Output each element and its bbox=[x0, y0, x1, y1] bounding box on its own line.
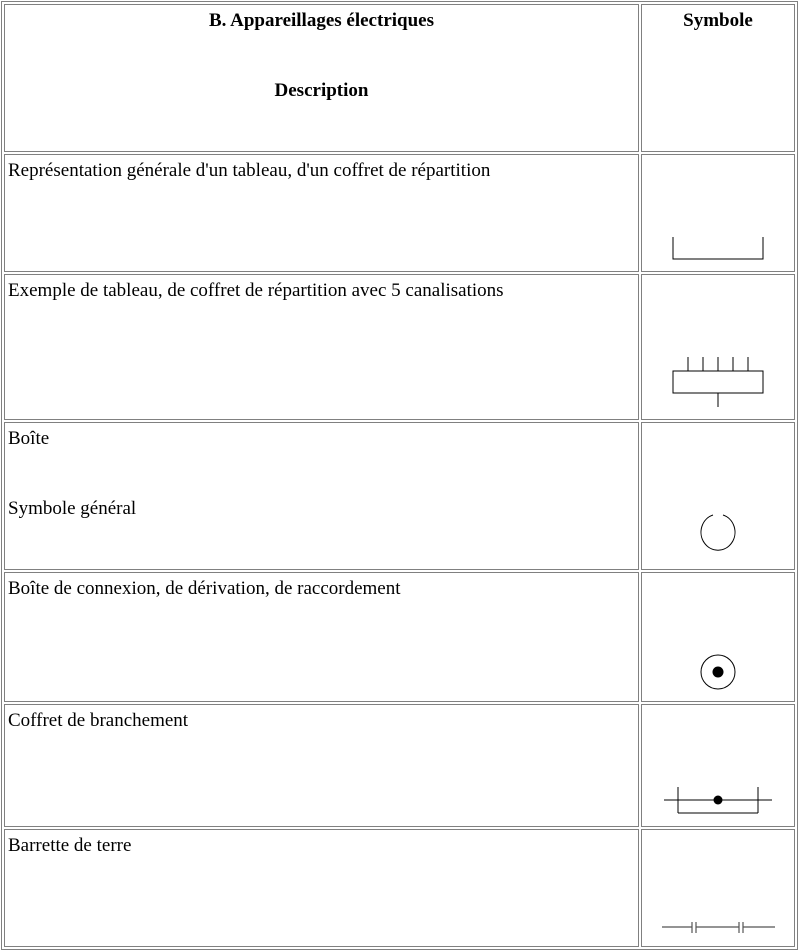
row-description: Coffret de branchement bbox=[8, 710, 189, 731]
table-title: B. Appareillages électriques bbox=[209, 10, 434, 31]
row-description: Représentation générale d'un tableau, d'un coffret de répartition bbox=[8, 160, 491, 181]
description-cell bbox=[4, 422, 639, 570]
table-row bbox=[4, 704, 795, 827]
symbol-cell bbox=[641, 154, 795, 272]
symbol-cell bbox=[641, 274, 795, 420]
table-row bbox=[4, 422, 795, 570]
description-cell bbox=[4, 572, 639, 702]
row-description: Boîte bbox=[8, 428, 50, 449]
junction-box-icon bbox=[642, 423, 794, 571]
connection-box-icon bbox=[642, 573, 794, 703]
symbol-cell bbox=[641, 422, 795, 570]
description-cell bbox=[4, 829, 639, 947]
description-cell bbox=[4, 154, 639, 272]
service-box-icon bbox=[642, 705, 794, 828]
earth-bar-icon bbox=[642, 830, 794, 948]
header-description-cell bbox=[4, 4, 639, 152]
distribution-board-5-circuits-icon bbox=[642, 275, 794, 421]
row-description: Boîte de connexion, de dérivation, de raccordement bbox=[8, 578, 401, 599]
symbol-cell bbox=[641, 704, 795, 827]
table-row bbox=[4, 829, 795, 947]
row-description: Barrette de terre bbox=[8, 835, 132, 856]
column-header-symbol: Symbole bbox=[683, 10, 753, 31]
column-header-description: Description bbox=[274, 80, 369, 101]
table-header-row bbox=[4, 4, 795, 152]
row-description-line2: Symbole général bbox=[8, 498, 137, 519]
symbols-table bbox=[1, 1, 798, 950]
table-row bbox=[4, 572, 795, 702]
table-row bbox=[4, 154, 795, 272]
row-description: Exemple de tableau, de coffret de répartition avec 5 canalisations bbox=[8, 280, 504, 301]
description-cell bbox=[4, 274, 639, 420]
symbol-cell bbox=[641, 829, 795, 947]
distribution-board-icon bbox=[642, 155, 794, 273]
description-cell bbox=[4, 704, 639, 827]
table-row bbox=[4, 274, 795, 420]
symbol-cell bbox=[641, 572, 795, 702]
header-symbol-cell bbox=[641, 4, 795, 152]
